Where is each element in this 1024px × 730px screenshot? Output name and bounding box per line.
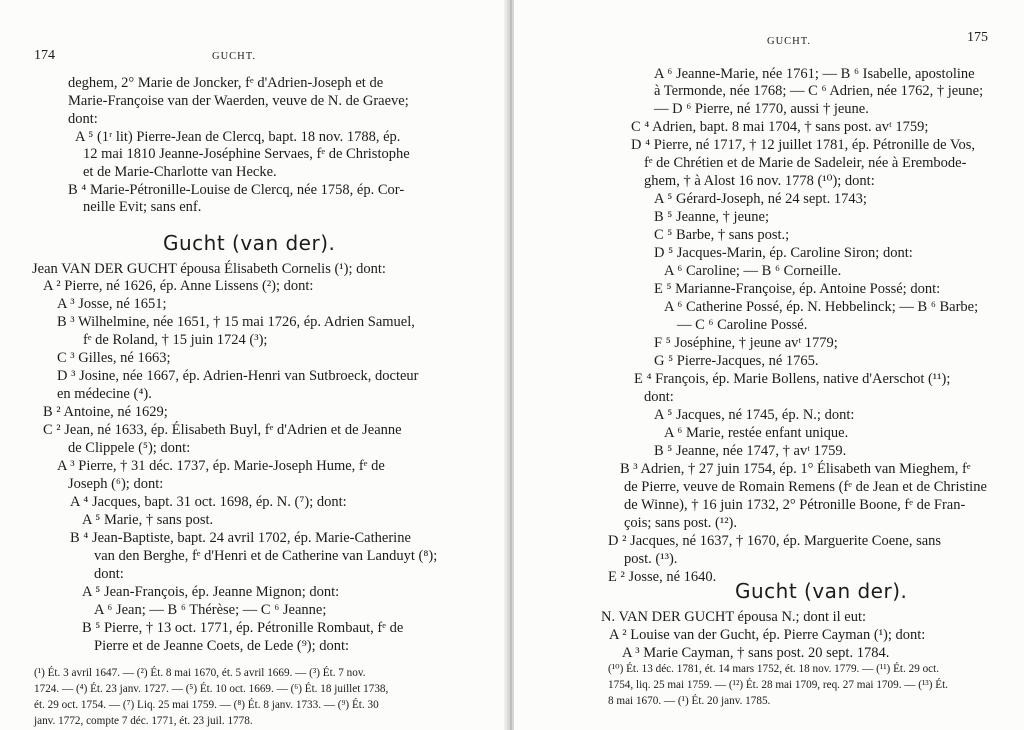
page-number: 174 bbox=[34, 48, 55, 63]
body-line: à Termonde, née 1768; — C ⁶ Adrien, née 1762, † jeune; bbox=[654, 83, 984, 99]
body-line: A ⁶ Jeanne-Marie, née 1761; — B ⁶ Isabelle, apostoline bbox=[654, 66, 975, 82]
body-line: fᵉ de Chrétien et de Marie de Sadeleir, née à Erembode- bbox=[644, 155, 967, 171]
body-line: A ⁶ Jean; — B ⁶ Thérèse; — C ⁶ Jeanne; bbox=[94, 602, 327, 618]
body-line: D ⁵ Jacques-Marin, ép. Caroline Siron; dont: bbox=[654, 245, 913, 261]
footnote-line: (¹) Ét. 3 avril 1647. — (²) Ét. 8 mai 1670, ét. 5 avril 1669. — (³) Ét. 7 nov. bbox=[34, 667, 366, 679]
body-line: neille Evit; sans enf. bbox=[83, 199, 202, 215]
body-line: B ³ Wilhelmine, née 1651, † 15 mai 1726, ép. Adrien Samuel, bbox=[57, 314, 415, 330]
body-line: Joseph (⁶); dont: bbox=[68, 476, 164, 492]
body-line: B ⁴ Marie-Pétronille-Louise de Clercq, née 1758, ép. Cor- bbox=[68, 182, 405, 198]
body-line: A ³ Marie Cayman, † sans post. 20 sept. 1784. bbox=[622, 645, 890, 661]
body-line: de Pierre, veuve de Romain Remens (fᵉ de Jean et de Christine bbox=[624, 479, 987, 495]
left-page bbox=[0, 0, 508, 730]
body-line: post. (¹³). bbox=[624, 551, 678, 567]
body-line: dont: bbox=[644, 389, 674, 405]
body-line: Marie-Françoise van der Waerden, veuve de N. de Graeve; bbox=[68, 93, 409, 109]
body-line: F ⁵ Joséphine, † jeune avᵗ 1779; bbox=[654, 335, 838, 351]
footnote-line: (¹⁰) Ét. 13 déc. 1781, ét. 14 mars 1752, ét. 18 nov. 1779. — (¹¹) Ét. 29 oct. bbox=[608, 663, 940, 675]
body-line: — D ⁶ Pierre, né 1770, aussi † jeune. bbox=[654, 101, 869, 117]
body-line: B ⁵ Jeanne, née 1747, † avᵗ 1759. bbox=[654, 443, 847, 459]
body-line: dont: bbox=[94, 566, 124, 582]
section-title: Gucht (van der). bbox=[163, 231, 336, 255]
body-line: A ⁵ Jean-François, ép. Jeanne Mignon; dont: bbox=[82, 584, 340, 600]
body-line: A ⁵ (1ʳ lit) Pierre-Jean de Clercq, bapt. 18 nov. 1788, ép. bbox=[75, 129, 401, 145]
body-line: E ⁴ François, ép. Marie Bollens, native d'Aerschot (¹¹); bbox=[634, 371, 951, 387]
body-line: A ⁵ Gérard-Joseph, né 24 sept. 1743; bbox=[654, 191, 867, 207]
body-line: B ² Antoine, né 1629; bbox=[43, 404, 168, 420]
body-line: A ⁴ Jacques, bapt. 31 oct. 1698, ép. N. (⁷); dont: bbox=[70, 494, 347, 510]
body-line: A ⁶ Catherine Possé, ép. N. Hebbelinck; — B ⁶ Barbe; bbox=[664, 299, 979, 315]
body-line: D ⁴ Pierre, né 1717, † 12 juillet 1781, ép. Pétronille de Vos, bbox=[631, 137, 976, 153]
body-line: ghem, † à Alost 16 nov. 1778 (¹⁰); dont: bbox=[644, 173, 875, 189]
body-line: C ³ Gilles, né 1663; bbox=[57, 350, 171, 366]
body-line: E ² Josse, né 1640. bbox=[608, 569, 717, 585]
body-line: 12 mai 1810 Jeanne-Joséphine Servaes, fᵉ de Christophe bbox=[83, 146, 410, 162]
body-line: çois; sans post. (¹²). bbox=[624, 515, 738, 531]
body-line: A ³ Pierre, † 31 déc. 1737, ép. Marie-Joseph Hume, fᵉ de bbox=[57, 458, 385, 474]
page-number: 175 bbox=[967, 30, 988, 45]
body-line: D ³ Josine, née 1667, ép. Adrien-Henri van Sutbroeck, docteur bbox=[57, 368, 419, 384]
footnote-line: ét. 29 oct. 1754. — (⁷) Liq. 25 mai 1759. — (⁸) Ét. 8 janv. 1733. — (⁹) Ét. 30 bbox=[34, 699, 379, 711]
body-line: B ⁵ Jeanne, † jeune; bbox=[654, 209, 769, 225]
body-line: A ⁶ Caroline; — B ⁶ Corneille. bbox=[664, 263, 842, 279]
section-title: Gucht (van der). bbox=[735, 579, 908, 603]
body-line: C ⁴ Adrien, bapt. 8 mai 1704, † sans post. avᵗ 1759; bbox=[631, 119, 929, 135]
body-line: — C ⁶ Caroline Possé. bbox=[677, 317, 808, 333]
body-line: A ² Pierre, né 1626, ép. Anne Lissens (²); dont: bbox=[43, 278, 314, 294]
right-page bbox=[514, 0, 1024, 730]
body-line: B ³ Adrien, † 27 juin 1754, ép. 1° Élisabeth van Mieghem, fᵉ bbox=[620, 461, 971, 477]
body-line: E ⁵ Marianne-Françoise, ép. Antoine Possé; dont: bbox=[654, 281, 941, 297]
body-line: A ⁶ Marie, restée enfant unique. bbox=[664, 425, 849, 441]
body-line: A ⁵ Marie, † sans post. bbox=[82, 512, 214, 528]
body-line: A ³ Josse, né 1651; bbox=[57, 296, 167, 312]
body-line: C ⁵ Barbe, † sans post.; bbox=[654, 227, 790, 243]
running-head: GUCHT. bbox=[767, 36, 812, 47]
body-line: en médecine (⁴). bbox=[57, 386, 152, 402]
body-line: deghem, 2° Marie de Joncker, fᵉ d'Adrien-Joseph et de bbox=[68, 75, 384, 91]
body-line: Jean VAN DER GUCHT épousa Élisabeth Cornelis (¹); dont: bbox=[32, 261, 386, 277]
footnote-line: janv. 1772, compte 7 déc. 1771, ét. 23 juil. 1778. bbox=[34, 715, 253, 727]
footnote-line: 1754, liq. 25 mai 1759. — (¹²) Ét. 28 mai 1709, req. 27 mai 1709. — (¹³) Ét. bbox=[608, 679, 948, 691]
body-line: A ⁵ Jacques, né 1745, ép. N.; dont: bbox=[654, 407, 855, 423]
body-line: D ² Jacques, né 1637, † 1670, ép. Marguerite Coene, sans bbox=[608, 533, 942, 549]
body-line: C ² Jean, né 1633, ép. Élisabeth Buyl, fᵉ d'Adrien et de Jeanne bbox=[43, 422, 402, 438]
body-line: dont: bbox=[68, 111, 98, 127]
body-line: de Clippele (⁵); dont: bbox=[68, 440, 191, 456]
body-line: van den Berghe, fᵉ d'Henri et de Catherine van Landuyt (⁸); bbox=[94, 548, 438, 564]
body-line: G ⁵ Pierre-Jacques, né 1765. bbox=[654, 353, 819, 369]
body-line: N. VAN DER GUCHT épousa N.; dont il eut: bbox=[601, 609, 867, 625]
footnote-line: 1724. — (⁴) Ét. 23 janv. 1727. — (⁵) Ét. 10 oct. 1669. — (⁶) Ét. 18 juillet 1738, bbox=[34, 683, 389, 695]
body-line: et de Marie-Charlotte van Hecke. bbox=[83, 164, 277, 180]
footnote-line: 8 mai 1670. — (¹) Ét. 20 janv. 1785. bbox=[608, 695, 771, 707]
body-line: B ⁴ Jean-Baptiste, bapt. 24 avril 1702, ép. Marie-Catherine bbox=[70, 530, 411, 546]
body-line: A ² Louise van der Gucht, ép. Pierre Cayman (¹); dont: bbox=[609, 627, 926, 643]
body-line: fᵉ de Roland, † 15 juin 1724 (³); bbox=[83, 332, 268, 348]
running-head: GUCHT. bbox=[212, 51, 257, 62]
body-line: Pierre et de Jeanne Coets, de Lede (⁹); dont: bbox=[94, 638, 350, 654]
body-line: de Winne), † 16 juin 1732, 2° Pétronille Boone, fᵉ de Fran- bbox=[624, 497, 966, 513]
body-line: B ⁵ Pierre, † 13 oct. 1771, ép. Pétronille Rombaut, fᵉ de bbox=[82, 620, 404, 636]
